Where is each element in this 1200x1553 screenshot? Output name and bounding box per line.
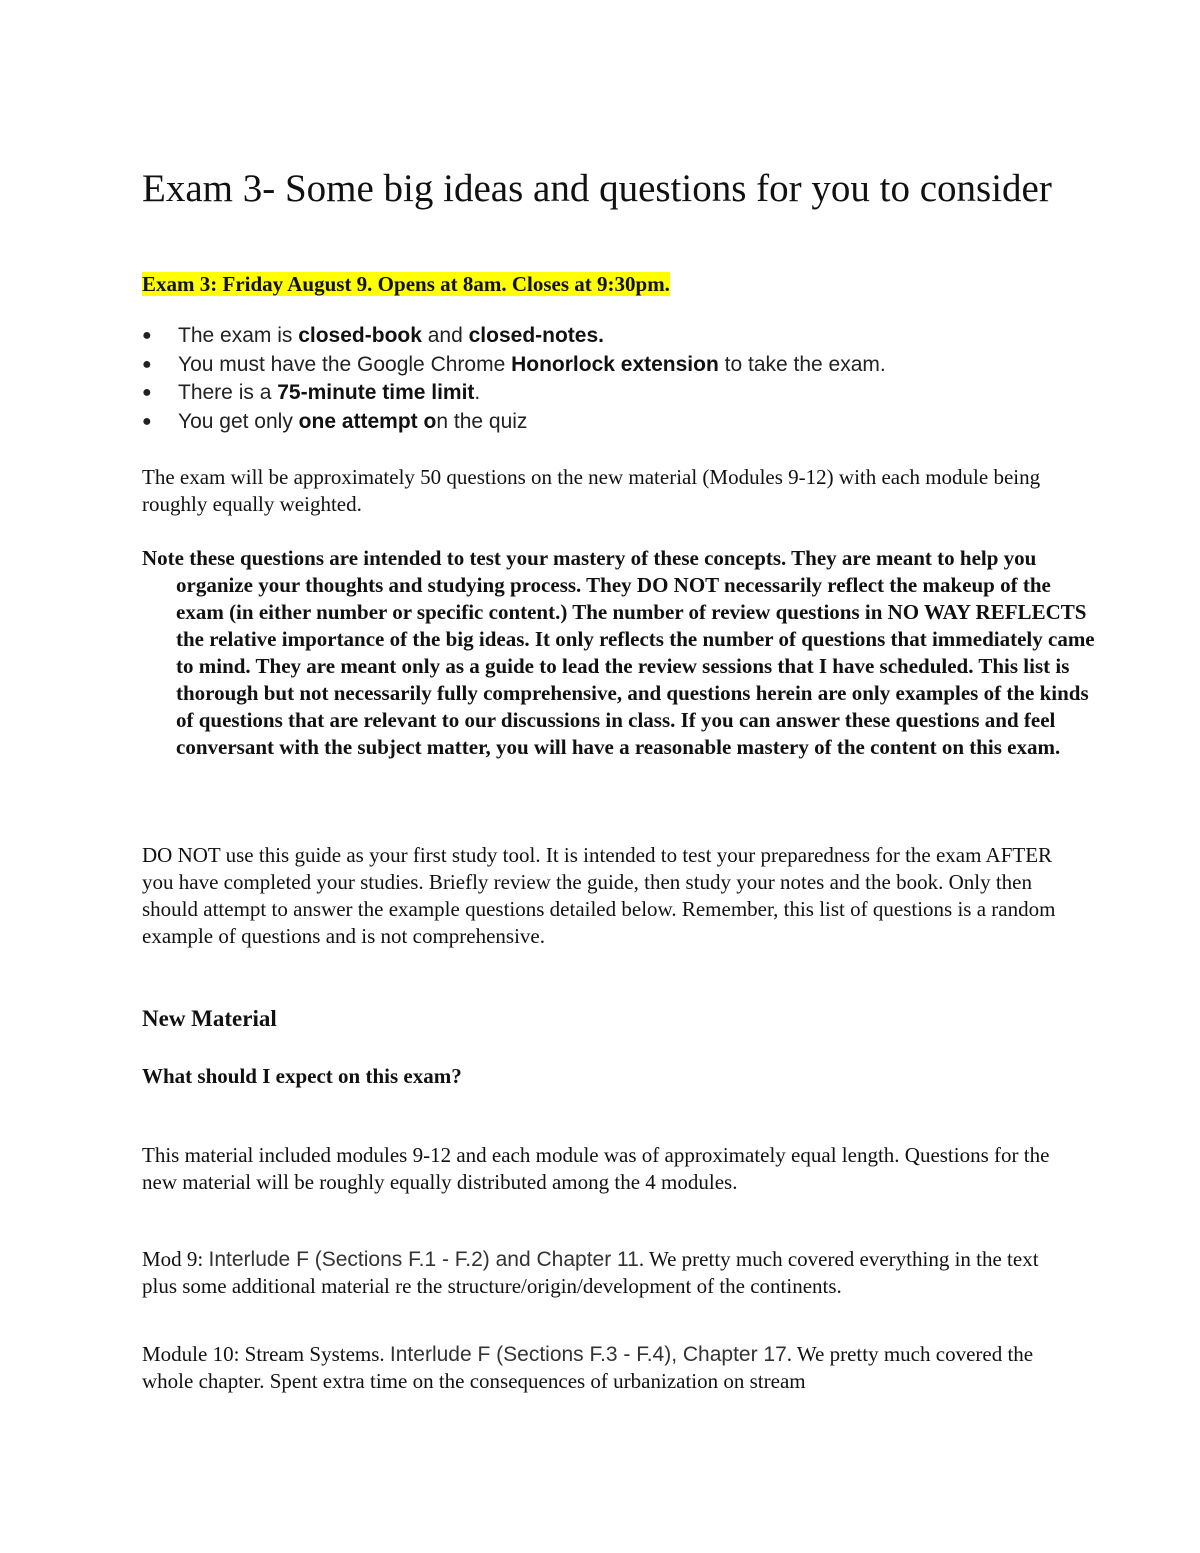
exam-schedule [142, 268, 670, 300]
bullet-icon: ● [142, 412, 152, 430]
module-9-label: Mod 9: [142, 1247, 209, 1271]
module-10-text: . We pretty much covered the whole chapter. Spent extra time on the consequences of urbanization on stream [142, 1342, 1034, 1393]
section-heading-new-material: New Material [142, 1006, 277, 1031]
module-10-description [142, 1341, 1077, 1395]
study-note: Note these questions are intended to test your mastery of these concepts. They are meant to help you organize your thoughts and studying process. They DO NOT necessarily reflect the makeup of the exam (in either number or specific content.) The number of review questions in NO WAY REFLECTS the relative importance of the big ideas. It only reflects the number of questions that immediately came to mind. They are meant only as a guide to lead the review sessions that I have scheduled. This list is thorough but not necessarily fully comprehensive, and questions herein are only examples of the kinds of questions that are relevant to our discussions in class. If you can answer these questions and feel conversant with the subject matter, you will have a reasonable mastery of the content on this exam. [142, 546, 1095, 759]
bullet-icon: ● [142, 355, 152, 373]
module-9-description [142, 1246, 1077, 1300]
bullet-icon: ● [142, 327, 152, 344]
exam-description: The exam will be approximately 50 questions on the new material (Modules 9-12) with each module being roughly equally weighted. [142, 465, 1041, 516]
module-10-label: Module 10: Stream Systems. [142, 1342, 390, 1366]
module-9-refs: Interlude F (Sections F.1 - F.2) and Chapter 11 [208, 1248, 639, 1271]
exam-schedule-highlight: Exam 3: Friday August 9. Opens at 8am. Closes at 9:30pm. [142, 272, 670, 296]
module-10-refs: Interlude F (Sections F.3 - F.4), Chapter 17 [389, 1343, 787, 1366]
list-item: ● There is a 75-minute time limit. [142, 379, 886, 408]
section-subheading-expect: What should I expect on this exam? [142, 1064, 462, 1088]
list-item: ● You get only one attempt on the quiz [142, 408, 886, 437]
material-description: This material included modules 9-12 and each module was of approximately equal length. Questions for the new material will be roughly equally distributed among the 4 modules. [142, 1143, 1050, 1194]
bullet-icon: ● [142, 384, 152, 401]
module-9-text: . We pretty much covered everything in the text plus some additional material re the structure/origin/development of the continents. [142, 1247, 1039, 1298]
list-item: ● You must have the Google Chrome Honorlock extension to take the exam. [142, 351, 886, 380]
page-title: Exam 3- Some big ideas and questions for you to consider [142, 167, 1052, 210]
exam-rules-list [142, 322, 886, 436]
list-item: ● The exam is closed-book and closed-notes. [142, 322, 886, 351]
study-guide-warning: DO NOT use this guide as your first study tool. It is intended to test your preparedness for the exam AFTER you have completed your studies. Briefly review the guide, then study your notes and the book. Only then should attempt to answer the example questions detailed below. Remember, this list of questions is a random example of questions and is not comprehensive. [142, 843, 1056, 948]
